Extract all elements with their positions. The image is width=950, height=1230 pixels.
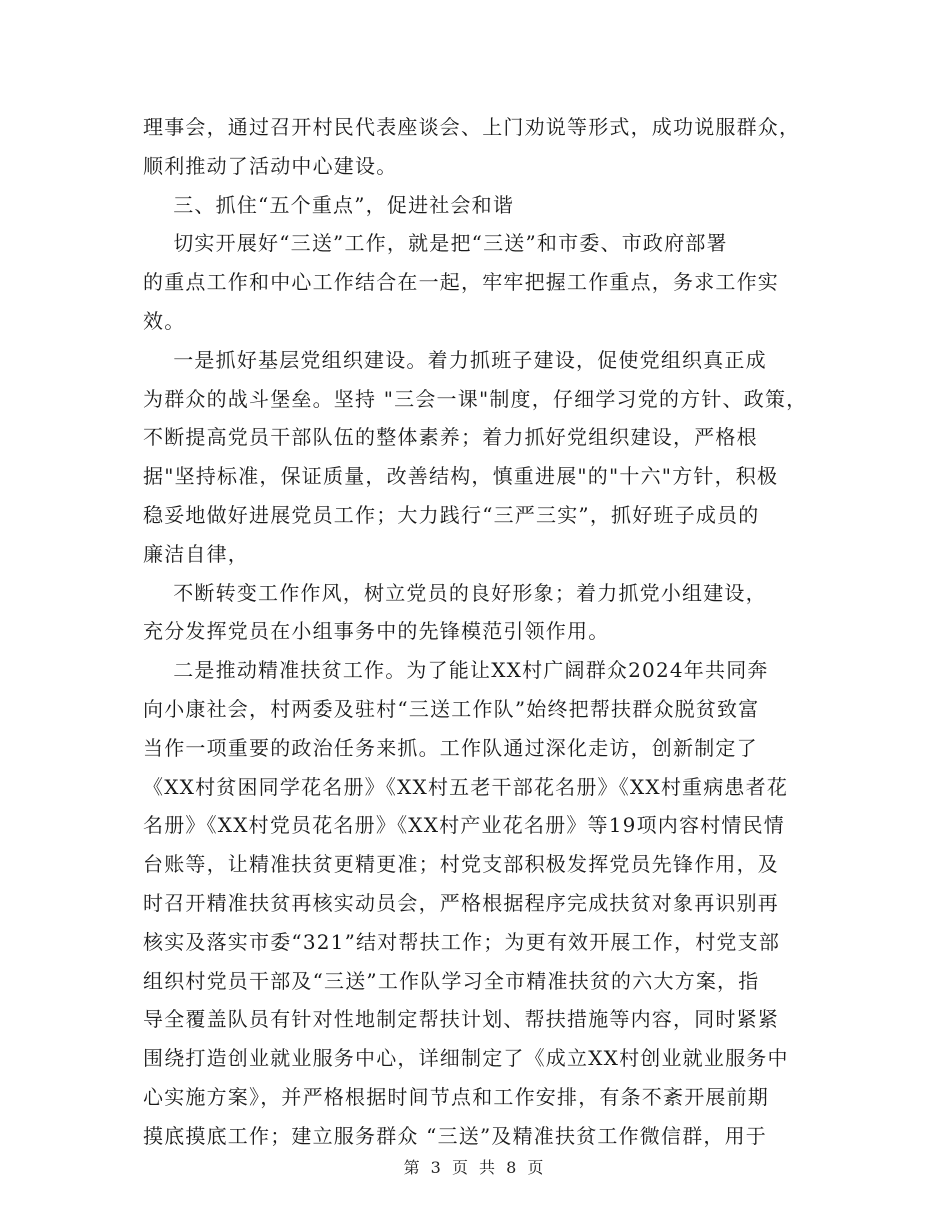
text-line: 效。	[143, 308, 186, 333]
text-line: 名册》《XX村党员花名册》《XX村产业花名册》等19项内容村情民情	[143, 813, 786, 838]
text-line: 围绕打造创业就业服务中心，详细制定了《成立XX村创业就业服务中	[143, 1046, 789, 1071]
text-line: 廉洁自律，	[143, 541, 249, 566]
text-line: 导全覆盖队员有针对性地制定帮扶计划、帮扶措施等内容，同时紧紧	[143, 1007, 779, 1032]
text-line: 理事会，通过召开村民代表座谈会、上门劝说等形式，成功说服群众，	[143, 115, 801, 139]
document-body	[143, 108, 813, 1156]
text-line: 为群众的战斗堡垒。坚持 "三会一课"制度，仔细学习党的方针、政策，	[143, 386, 808, 411]
text-line: 不断提高党员干部队伍的整体素养；着力抓好党组织建设，严格根	[143, 425, 758, 450]
section-heading: 三、抓住“五个重点”，促进社会和谐	[143, 192, 515, 217]
text-line: 时召开精准扶贫再核实动员会，严格根据程序完成扶贫对象再识别再	[143, 890, 779, 915]
text-line: 核实及落实市委“321”结对帮扶工作；为更有效开展工作，村党支部	[143, 929, 781, 954]
text-line: 据"坚持标准，保证质量，改善结构，慎重进展"的"十六"方针，积极	[143, 464, 779, 489]
text-line: 的重点工作和中心工作结合在一起，牢牢把握工作重点，务求工作实	[143, 270, 779, 295]
text-line: 一是抓好基层党组织建设。着力抓班子建设，促使党组织真正成	[143, 347, 767, 372]
text-line: 摸底摸底工作；建立服务群众 “三送”及精准扶贫工作微信群，用于	[143, 1123, 768, 1148]
page-number-footer: 第 3 页 共 8 页	[403, 1158, 547, 1177]
text-line: 心实施方案》，并严格根据时间节点和工作安排，有条不紊开展前期	[143, 1084, 769, 1109]
text-line: 二是推动精准扶贫工作。为了能让XX村广阔群众2024年共同奔	[143, 658, 769, 683]
text-line: 切实开展好“三送”工作，就是把“三送”和市委、市政府部署	[143, 231, 728, 256]
text-line: 台账等，让精准扶贫更精更准；村党支部积极发挥党员先锋作用，及	[143, 852, 779, 877]
text-line: 不断转变工作作风，树立党员的良好形象；着力抓党小组建设，	[143, 580, 767, 605]
text-line: 顺利推动了活动中心建设。	[143, 153, 398, 178]
text-line: 稳妥地做好进展党员工作；大力践行“三严三实”，抓好班子成员的	[143, 502, 760, 527]
text-line: 组织村党员干部及“三送”工作队学习全市精准扶贫的六大方案，指	[143, 968, 760, 993]
text-line: 充分发挥党员在小组事务中的先锋模范引领作用。	[143, 619, 610, 644]
text-line: 当作一项重要的政治任务来抓。工作队通过深化走访，创新制定了	[143, 735, 758, 760]
text-line: 向小康社会，村两委及驻村“三送工作队”始终把帮扶群众脱贫致富	[143, 696, 760, 721]
text-line: 《XX村贫困同学花名册》《XX村五老干部花名册》《XX村重病患者花	[143, 774, 789, 799]
